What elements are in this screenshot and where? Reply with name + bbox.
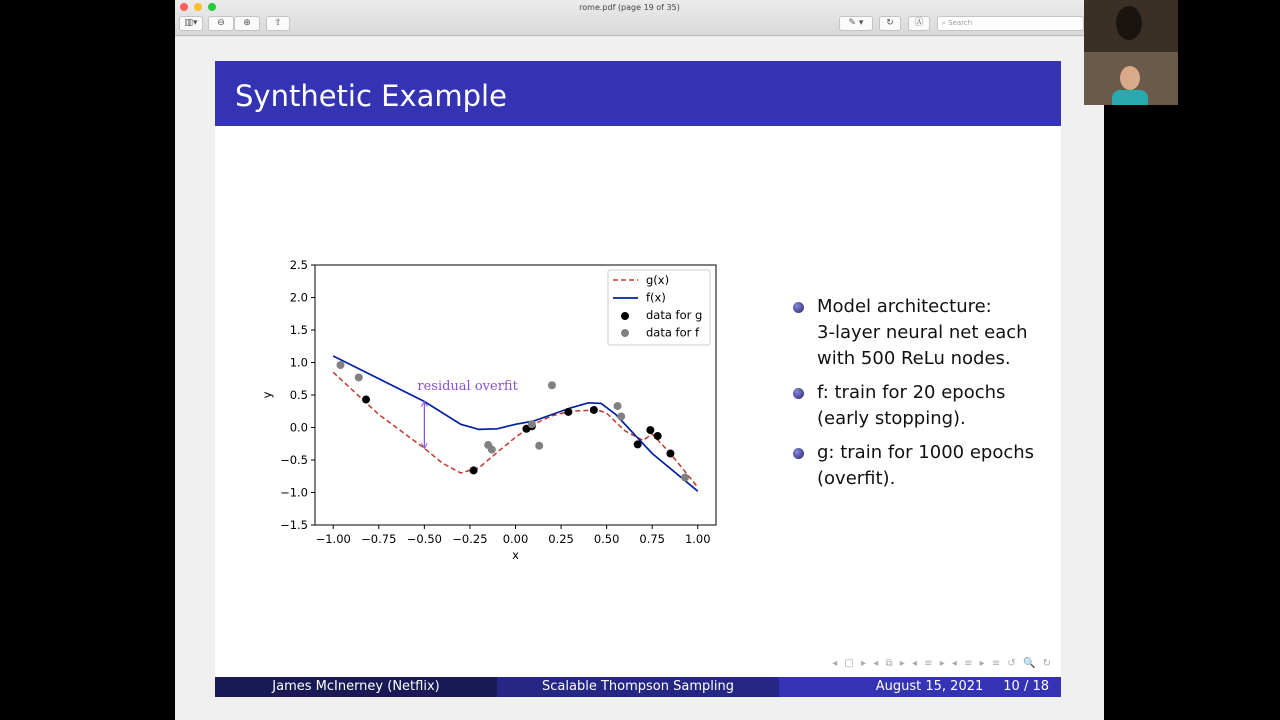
footer-page: 10 / 18	[1003, 679, 1049, 694]
bullet-line: g: train for 1000 epochs	[817, 442, 1035, 463]
y-tick-label: −1.0	[280, 485, 308, 500]
data-g-point	[564, 408, 572, 416]
legend-label: g(x)	[646, 273, 670, 287]
footer-date: August 15, 2021	[875, 679, 984, 694]
y-tick-label: 0.0	[289, 420, 308, 435]
sidebar-toggle-button[interactable]: ▥▾	[179, 16, 203, 31]
bullet-icon	[793, 388, 804, 399]
data-f-point	[548, 381, 556, 389]
x-tick-label: 0.50	[593, 532, 620, 546]
y-tick-label: 2.0	[289, 290, 308, 305]
data-g-point	[470, 466, 478, 474]
legend-data-g-swatch	[621, 312, 629, 320]
data-g-point	[666, 450, 674, 458]
title-bar	[175, 0, 1084, 36]
legend-label: data for g	[646, 308, 703, 322]
x-axis-label: x	[512, 548, 519, 562]
data-f-point	[355, 373, 363, 381]
beamer-navigation[interactable]: ◂ □ ▸ ◂ ⧉ ▸ ◂ ≡ ▸ ◂ ≡ ▸ ≡ ↺ 🔍 ↻	[832, 658, 1053, 669]
data-f-point	[528, 420, 536, 428]
footer-talk-title: Scalable Thompson Sampling	[497, 677, 779, 697]
data-g-point	[362, 396, 370, 404]
search-input[interactable]: ⌕ Search	[937, 16, 1084, 31]
y-tick-label: 1.0	[289, 355, 308, 370]
x-tick-label: 1.00	[684, 532, 711, 546]
x-tick-label: −1.00	[315, 532, 351, 546]
markup-button[interactable]: ✎ ▾	[839, 16, 873, 31]
webcam-thumbnail-2	[1084, 52, 1178, 105]
footer-author: James McInerney (Netflix)	[215, 677, 497, 697]
bullet-item	[793, 440, 1053, 492]
bullet-icon	[793, 448, 804, 459]
bullet-icon	[793, 302, 804, 313]
zoom-in-button[interactable]: ⊕	[234, 16, 260, 31]
share-button[interactable]: ⇧	[266, 16, 290, 31]
bullet-line: (overfit).	[817, 468, 896, 489]
data-g-point	[634, 440, 642, 448]
y-tick-label: 0.5	[289, 388, 308, 402]
zoom-out-button[interactable]: ⊖	[208, 16, 234, 31]
bullet-item	[793, 380, 1053, 432]
data-f-point	[614, 402, 622, 410]
x-tick-label: 0.00	[502, 532, 529, 546]
bullet-line: with 500 ReLu nodes.	[817, 348, 1011, 369]
data-g-point	[646, 426, 654, 434]
x-tick-label: 0.25	[548, 532, 574, 546]
y-tick-label: 1.5	[289, 323, 308, 337]
data-f-point	[535, 442, 543, 450]
bullet-line: 3-layer neural net each	[817, 322, 1028, 343]
data-g-point	[654, 432, 662, 440]
slide-footer	[215, 677, 1061, 697]
data-g-point	[590, 406, 598, 414]
data-f-point	[488, 446, 496, 454]
chart	[255, 255, 725, 565]
data-f-point	[681, 474, 689, 482]
bullet-line: Model architecture:	[817, 296, 992, 317]
data-f-point	[617, 412, 625, 420]
webcam-thumbnail-1	[1084, 0, 1178, 52]
window-title: rome.pdf (page 19 of 35)	[579, 3, 680, 12]
bullet-list	[793, 294, 1053, 500]
bullet-item	[793, 294, 1053, 372]
legend-data-f-swatch	[621, 329, 629, 337]
slide-title: Synthetic Example	[215, 61, 1061, 126]
annotate-button[interactable]: Ⓐ	[908, 16, 930, 31]
y-tick-label: 2.5	[289, 258, 308, 272]
x-tick-label: −0.75	[361, 532, 397, 546]
y-tick-label: −1.5	[280, 518, 308, 532]
rotate-button[interactable]: ↻	[879, 16, 901, 31]
annotation-label: residual overfit	[417, 378, 518, 394]
y-axis-label: y	[260, 391, 274, 399]
bullet-line: f: train for 20 epochs	[817, 382, 1006, 403]
x-tick-label: 0.75	[639, 532, 666, 546]
x-tick-label: −0.50	[406, 532, 442, 546]
x-tick-label: −0.25	[452, 532, 488, 546]
search-icon: ⌕	[942, 19, 949, 27]
legend-label: f(x)	[646, 290, 666, 305]
y-tick-label: −0.5	[280, 453, 308, 467]
bullet-line: (early stopping).	[817, 408, 966, 429]
legend-label: data for f	[646, 325, 700, 340]
data-f-point	[337, 361, 345, 369]
